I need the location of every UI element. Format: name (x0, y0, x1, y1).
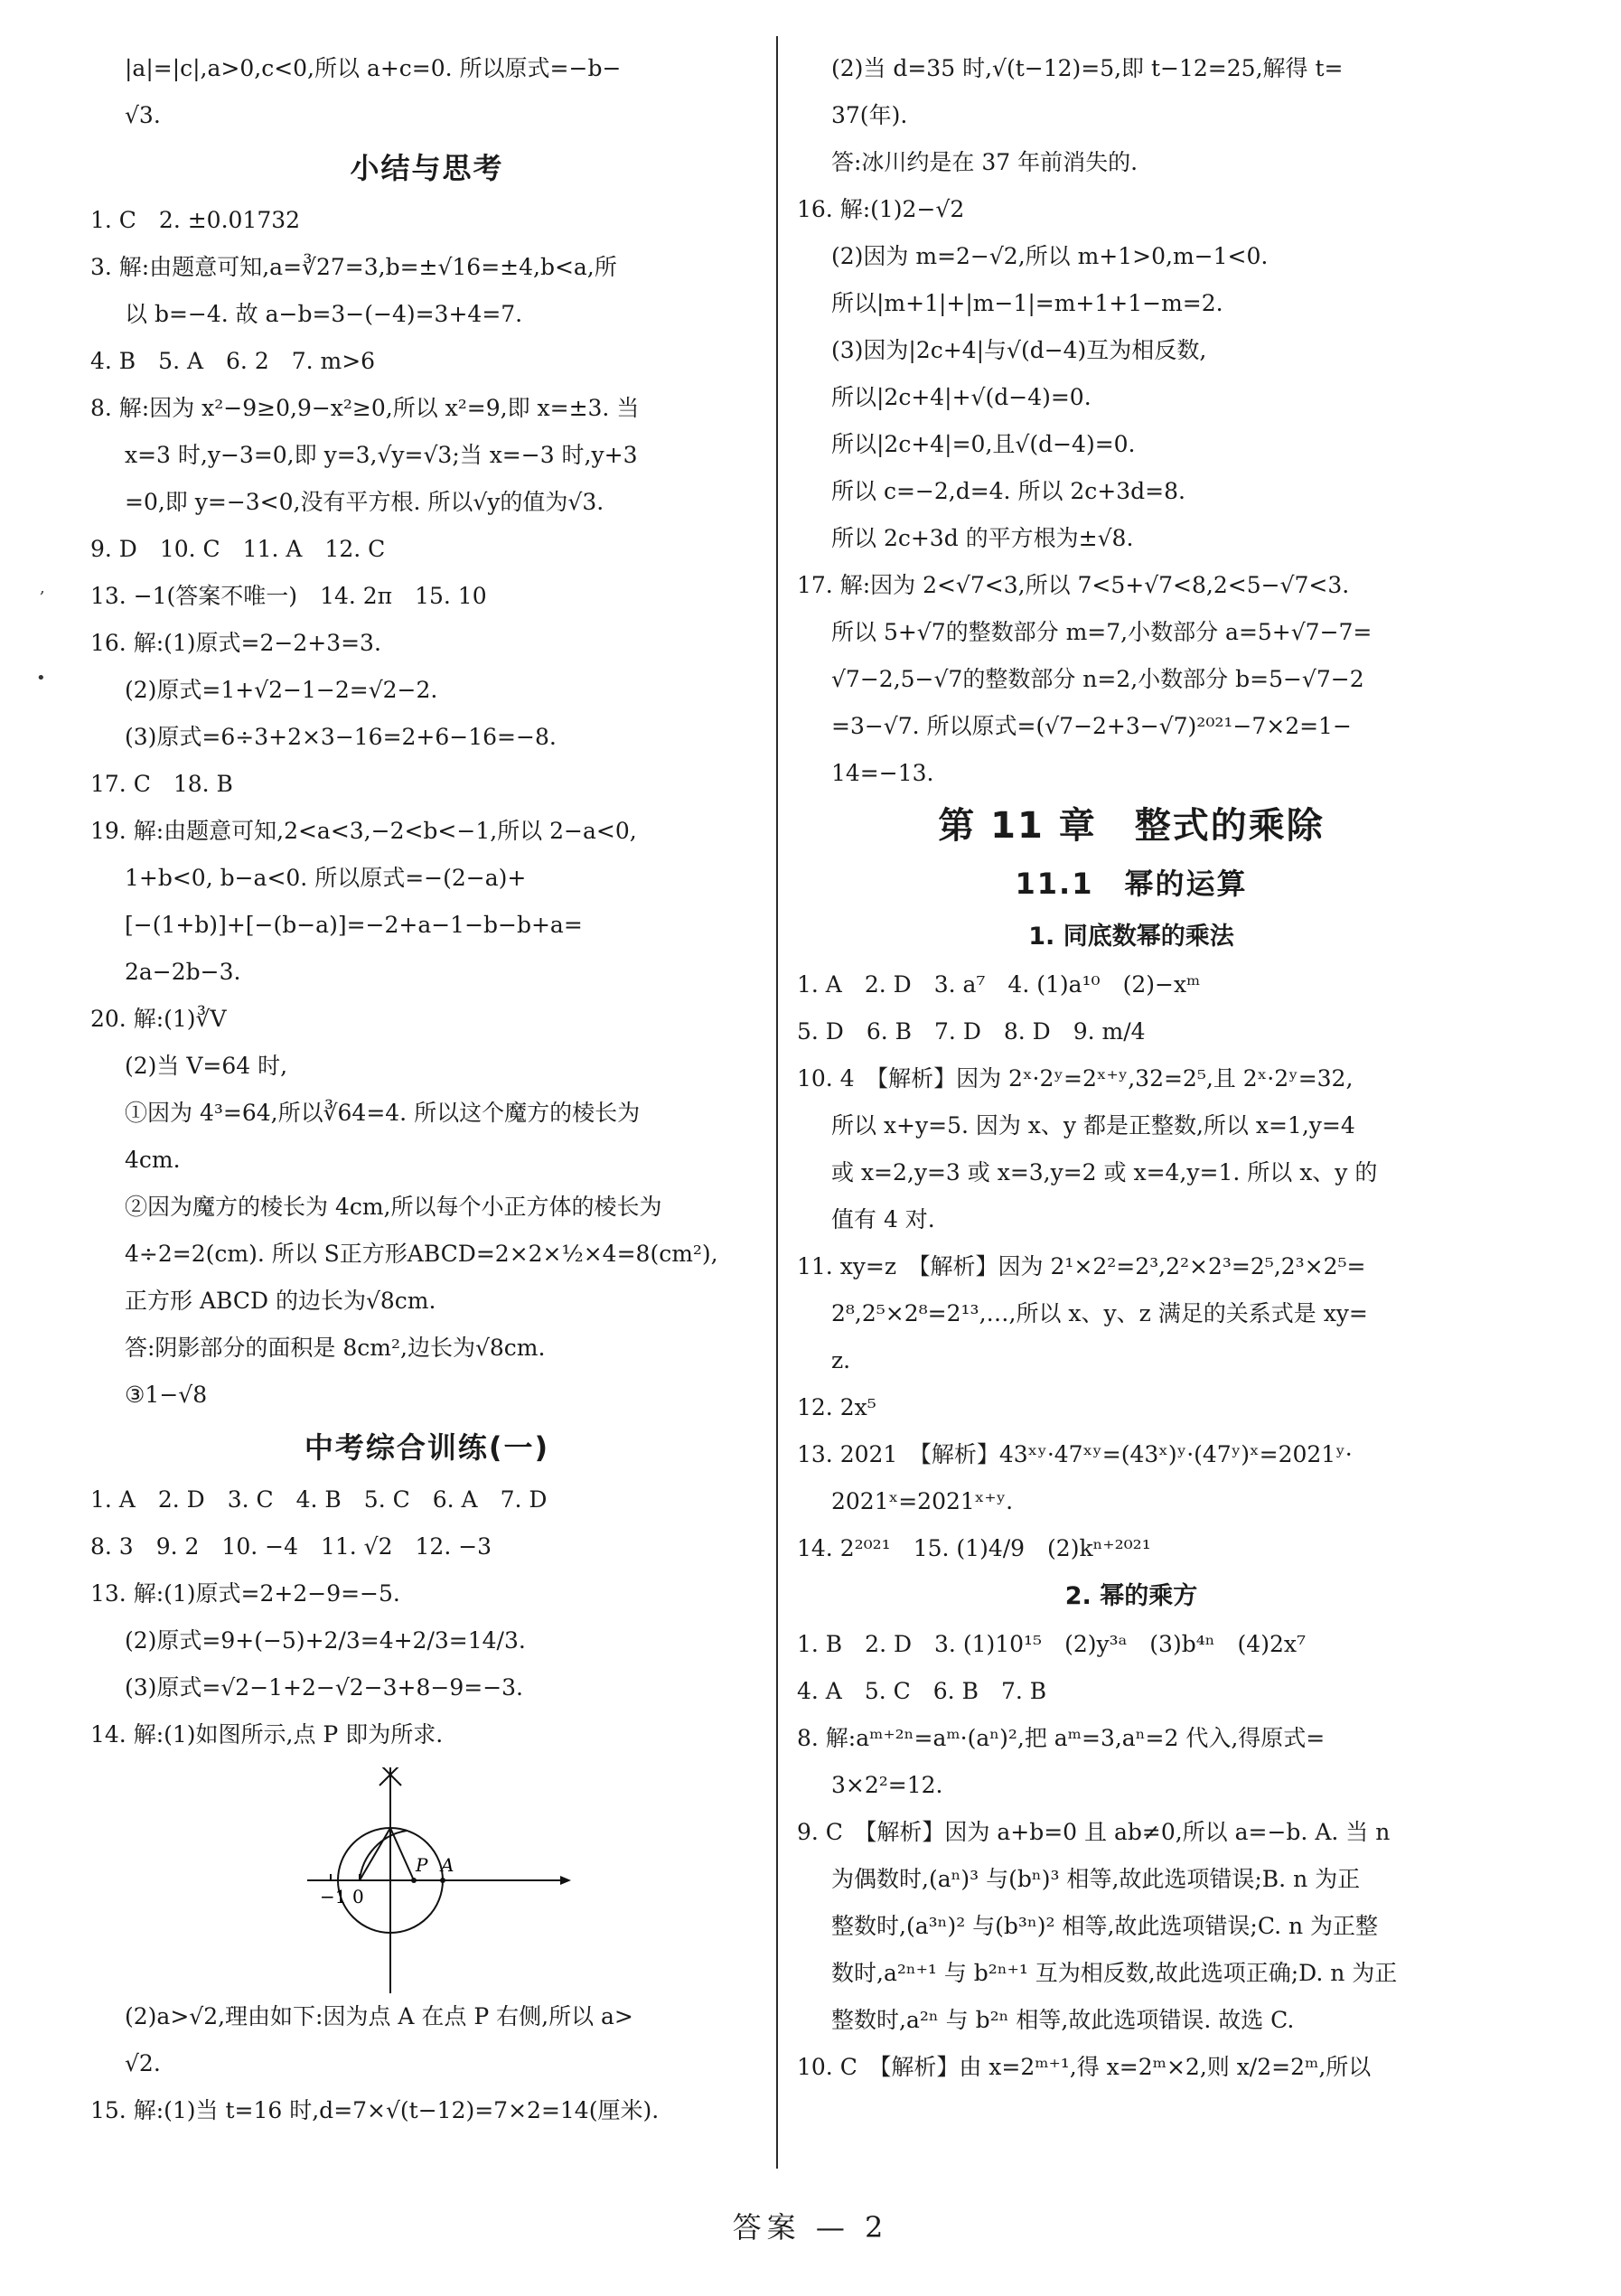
answer-line: ①因为 4³=64,所以∛64=4. 所以这个魔方的棱长为 (125, 1100, 641, 1126)
label-zero: 0 (352, 1886, 364, 1907)
label-p: P (416, 1854, 428, 1876)
section-heading: 11.1 幂的运算 (1015, 867, 1248, 901)
subsection-heading: 2. 幂的乘方 (1064, 1582, 1198, 1610)
answer-line: 2⁸,2⁵×2⁸=2¹³,…,所以 x、y、z 满足的关系式是 xy= (831, 1300, 1368, 1326)
answer-line: 19. 解:由题意可知,2<a<3,−2<b<−1,所以 2−a<0, (90, 818, 637, 844)
answer-line: 所以|2c+4|=0,且√(d−4)=0. (831, 431, 1136, 457)
answer-line: 整数时,(a³ⁿ)² 与(b³ⁿ)² 相等,故此选项错误;C. n 为正整 (831, 1913, 1379, 1939)
answer-line: 所以 x+y=5. 因为 x、y 都是正整数,所以 x=1,y=4 (831, 1112, 1355, 1139)
label-neg1: −1 (320, 1886, 347, 1907)
answer-line: (3)原式=6÷3+2×3−16=2+6−16=−8. (125, 724, 557, 750)
scan-mark: • (36, 669, 46, 688)
answer-line: 10. C 【解析】由 x=2ᵐ⁺¹,得 x=2ᵐ×2,则 x/2=2ᵐ,所以 (797, 2054, 1372, 2080)
answer-line: 14=−13. (831, 760, 934, 786)
answer-line: ③1−√8 (125, 1382, 208, 1408)
answer-line: 13. −1(答案不唯一) 14. 2π 15. 10 (90, 583, 487, 609)
radius-arc (360, 1831, 407, 1880)
answer-line: 数时,a²ⁿ⁺¹ 与 b²ⁿ⁺¹ 互为相反数,故此选项正确;D. n 为正 (831, 1960, 1398, 1986)
answer-line: 15. 解:(1)当 t=16 时,d=7×√(t−12)=7×2=14(厘米). (90, 2097, 660, 2123)
answer-line: 4÷2=2(cm). 所以 S正方形ABCD=2×2×½×4=8(cm²), (125, 1241, 718, 1267)
answer-line: 20. 解:(1)∛V (90, 1006, 227, 1032)
answer-line: √2. (125, 2050, 161, 2076)
answer-line: 所以|2c+4|+√(d−4)=0. (831, 384, 1092, 410)
section-heading: 小结与思考 (350, 151, 504, 185)
answer-line: |a|=|c|,a>0,c<0,所以 a+c=0. 所以原式=−b− (125, 55, 622, 81)
answer-line: 答:阴影部分的面积是 8cm²,边长为√8cm. (125, 1335, 546, 1361)
answer-line: =0,即 y=−3<0,没有平方根. 所以√y的值为√3. (125, 489, 604, 515)
scan-mark: , (40, 578, 45, 597)
answer-line: (2)原式=1+√2−1−2=√2−2. (125, 677, 438, 703)
answer-line: x=3 时,y−3=0,即 y=3,√y=√3;当 x=−3 时,y+3 (125, 442, 638, 468)
point-p (411, 1878, 417, 1883)
answer-line: 12. 2x⁵ (797, 1394, 876, 1420)
answer-line: 9. C 【解析】因为 a+b=0 且 ab≠0,所以 a=−b. A. 当 n (797, 1819, 1391, 1845)
answer-line: 所以 5+√7的整数部分 m=7,小数部分 a=5+√7−7= (831, 619, 1373, 645)
answer-line: 14. 2²⁰²¹ 15. (1)4/9 (2)kⁿ⁺²⁰²¹ (797, 1535, 1151, 1561)
answer-line: 4. B 5. A 6. 2 7. m>6 (90, 348, 376, 374)
answer-line: 2021ˣ=2021ˣ⁺ʸ. (831, 1488, 1014, 1514)
answer-line: 10. 4 【解析】因为 2ˣ·2ʸ=2ˣ⁺ʸ,32=2⁵,且 2ˣ·2ʸ=32, (797, 1065, 1354, 1092)
answer-line: (3)因为|2c+4|与√(d−4)互为相反数, (831, 337, 1207, 363)
number-line-figure (90, 1758, 764, 1993)
answer-line: 11. xy=z 【解析】因为 2¹×2²=2³,2²×2³=2⁵,2³×2⁵= (797, 1253, 1366, 1279)
answer-line: 13. 解:(1)原式=2+2−9=−5. (90, 1580, 400, 1607)
answer-line: 1. C 2. ±0.01732 (90, 207, 301, 233)
answer-line: z. (831, 1347, 851, 1373)
answer-line: 17. 解:因为 2<√7<3,所以 7<5+√7<8,2<5−√7<3. (797, 572, 1350, 598)
answer-line: 8. 3 9. 2 10. −4 11. √2 12. −3 (90, 1533, 492, 1560)
point-a (440, 1878, 445, 1883)
answer-line: 所以 c=−2,d=4. 所以 2c+3d=8. (831, 478, 1185, 504)
answer-line: 8. 解:因为 x²−9≥0,9−x²≥0,所以 x²=9,即 x=±3. 当 (90, 395, 640, 421)
left-column (90, 45, 764, 2134)
answer-line: (2)当 d=35 时,√(t−12)=5,即 t−12=25,解得 t= (831, 55, 1344, 81)
answer-line: 所以 2c+3d 的平方根为±√8. (831, 525, 1134, 551)
section-heading: 中考综合训练(一) (304, 1430, 550, 1465)
right-column (797, 45, 1466, 2091)
answer-line: (2)原式=9+(−5)+2/3=4+2/3=14/3. (125, 1627, 526, 1654)
answer-line: [−(1+b)]+[−(b−a)]=−2+a−1−b−b+a= (125, 912, 583, 938)
answer-line: 正方形 ABCD 的边长为√8cm. (125, 1288, 436, 1314)
answer-line: 14. 解:(1)如图所示,点 P 即为所求. (90, 1721, 444, 1748)
answer-line: 4cm. (125, 1147, 181, 1173)
compass-construction-diagram (307, 1767, 578, 1993)
page-footer: 答案 — 2 (732, 2210, 889, 2244)
answer-line: 16. 解:(1)原式=2−2+3=3. (90, 630, 381, 656)
answer-line: 答:冰川约是在 37 年前消失的. (831, 149, 1138, 175)
triangle-side (390, 1828, 414, 1880)
answer-line: 1. A 2. D 3. C 4. B 5. C 6. A 7. D (90, 1486, 548, 1513)
chapter-title: 第 11 章 整式的乘除 (938, 805, 1325, 847)
label-a: A (441, 1854, 454, 1876)
answer-line: 所以|m+1|+|m−1|=m+1+1−m=2. (831, 290, 1223, 316)
answer-line: 13. 2021 【解析】43ˣʸ·47ˣʸ=(43ˣ)ʸ·(47ʸ)ˣ=2021ʸ· (797, 1441, 1353, 1467)
answer-line: 为偶数时,(aⁿ)³ 与(bⁿ)³ 相等,故此选项错误;B. n 为正 (831, 1866, 1361, 1892)
column-divider (776, 36, 778, 2169)
answer-line: 9. D 10. C 11. A 12. C (90, 536, 386, 562)
answer-line: 值有 4 对. (831, 1206, 935, 1232)
answer-line: 2a−2b−3. (125, 959, 241, 985)
answer-line: 3. 解:由题意可知,a=∛27=3,b=±√16=±4,b<a,所 (90, 254, 617, 280)
answer-line: 1. B 2. D 3. (1)10¹⁵ (2)y³ᵃ (3)b⁴ⁿ (4)2x⁷ (797, 1631, 1306, 1657)
answer-line: (2)当 V=64 时, (125, 1053, 288, 1079)
answer-line: (2)a>√2,理由如下:因为点 A 在点 P 右侧,所以 a> (125, 2003, 633, 2029)
answer-line: 4. A 5. C 6. B 7. B (797, 1678, 1047, 1704)
answer-line: 8. 解:aᵐ⁺²ⁿ=aᵐ·(aⁿ)²,把 aᵐ=3,aⁿ=2 代入,得原式= (797, 1725, 1326, 1751)
answer-line: 16. 解:(1)2−√2 (797, 196, 965, 222)
answer-line: 5. D 6. B 7. D 8. D 9. m/4 (797, 1018, 1146, 1045)
answer-line: 1+b<0, b−a<0. 所以原式=−(2−a)+ (125, 865, 527, 891)
answer-line: ②因为魔方的棱长为 4cm,所以每个小正方体的棱长为 (125, 1194, 662, 1220)
answer-line: 37(年). (831, 102, 908, 128)
answer-line: 以 b=−4. 故 a−b=3−(−4)=3+4=7. (125, 301, 523, 327)
answer-line: √7−2,5−√7的整数部分 n=2,小数部分 b=5−√7−2 (831, 666, 1364, 692)
answer-line: (2)因为 m=2−√2,所以 m+1>0,m−1<0. (831, 243, 1269, 269)
answer-line: 3×2²=12. (831, 1772, 943, 1798)
answer-line: √3. (125, 102, 161, 128)
answer-line: 1. A 2. D 3. a⁷ 4. (1)a¹⁰ (2)−xᵐ (797, 971, 1201, 998)
answer-line: 17. C 18. B (90, 771, 233, 797)
axis-arrow (560, 1876, 571, 1885)
answer-line: =3−√7. 所以原式=(√7−2+3−√7)²⁰²¹−7×2=1− (831, 713, 1352, 739)
answer-line: 或 x=2,y=3 或 x=3,y=2 或 x=4,y=1. 所以 x、y 的 (831, 1159, 1378, 1185)
answer-line: 整数时,a²ⁿ 与 b²ⁿ 相等,故此选项错误. 故选 C. (831, 2007, 1295, 2033)
answer-line: (3)原式=√2−1+2−√2−3+8−9=−3. (125, 1674, 523, 1701)
subsection-heading: 1. 同底数幂的乘法 (1028, 923, 1234, 951)
